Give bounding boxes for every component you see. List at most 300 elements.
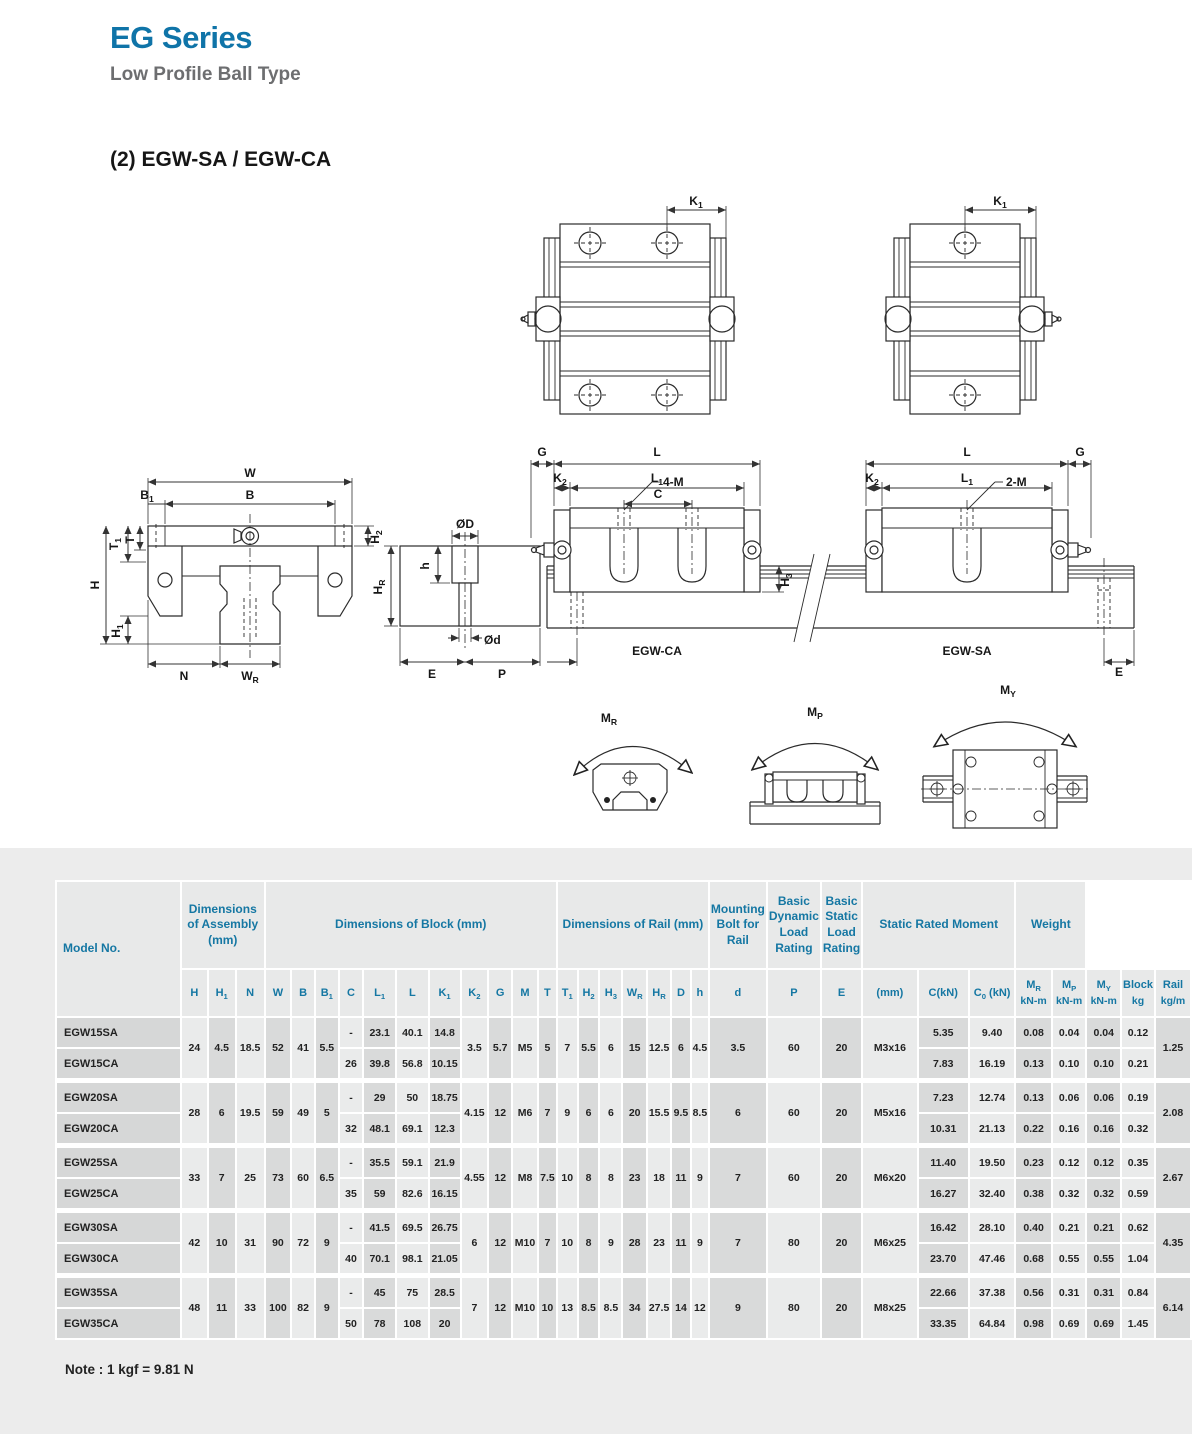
cell-T1: 10: [558, 1213, 577, 1273]
cell-G: 5.7: [489, 1018, 511, 1078]
cell-kg: 1.04: [1122, 1244, 1154, 1273]
cell-H3: 6: [600, 1083, 621, 1143]
cell-C: 23.70: [919, 1244, 968, 1273]
moment-label-my: $M_Y$: [1000, 683, 1016, 699]
col-header-model: Model No.: [57, 882, 180, 1016]
dim-label-h2: $H_2$: [368, 530, 384, 544]
spec-panel: [0, 848, 1192, 1434]
cell-MY: 0.31: [1087, 1278, 1120, 1307]
col-symbol-27: $M_R$ kN-m: [1016, 970, 1051, 1016]
cell-C0: 37.38: [970, 1278, 1014, 1307]
cell-T: 7: [539, 1213, 556, 1273]
cell-H2: 8.5: [579, 1278, 599, 1338]
cell-L1: 41.5: [364, 1213, 395, 1242]
cell-bolt: M8x25: [863, 1278, 916, 1338]
cell-D: 11: [672, 1213, 690, 1273]
col-symbol-8: L: [397, 970, 428, 1016]
cell-MR: 0.22: [1016, 1114, 1051, 1143]
cell-MR: 0.13: [1016, 1049, 1051, 1078]
cell-E: 20: [822, 1213, 861, 1273]
group-separator: [57, 1145, 1190, 1146]
dim-label-g: G: [1075, 445, 1085, 459]
dim-label-dD: ØD: [456, 517, 474, 531]
col-group-assembly: Dimensions of Assembly (mm): [182, 882, 264, 968]
cell-HR: 15.5: [648, 1083, 670, 1143]
cell-M: M5: [513, 1018, 537, 1078]
cell-W: 90: [266, 1213, 291, 1273]
col-symbol-26: $C_0$ (kN): [970, 970, 1014, 1016]
model-cell: EGW30SA: [57, 1213, 180, 1242]
dim-label-wr: $W_R$: [241, 669, 259, 685]
cell-MR: 0.38: [1016, 1179, 1051, 1208]
cell-MP: 0.32: [1053, 1179, 1086, 1208]
cell-H1: 10: [209, 1213, 235, 1273]
col-symbol-20: h: [692, 970, 708, 1016]
col-symbol-11: G: [489, 970, 511, 1016]
cell-L1: 48.1: [364, 1114, 395, 1143]
cell-M: M10: [513, 1213, 537, 1273]
cell-L: 59.1: [397, 1148, 428, 1177]
section-heading: (2) EGW-SA / EGW-CA: [110, 148, 332, 171]
cell-C: 32: [340, 1114, 363, 1143]
cell-T: 7: [539, 1083, 556, 1143]
cell-W: 73: [266, 1148, 291, 1208]
cell-N: 25: [237, 1148, 264, 1208]
rail-break-lines: [794, 554, 830, 642]
cell-C: 16.42: [919, 1213, 968, 1242]
cell-h: 9: [692, 1213, 708, 1273]
page-subtitle: Low Profile Ball Type: [110, 64, 301, 85]
col-symbol-0: H: [182, 970, 207, 1016]
cell-W: 100: [266, 1278, 291, 1338]
cell-L1: 78: [364, 1309, 395, 1338]
cell-K2: 4.55: [462, 1148, 488, 1208]
cell-D: 6: [672, 1018, 690, 1078]
side-view-egw-ca: [531, 445, 794, 658]
model-cell: EGW25SA: [57, 1148, 180, 1177]
grease-nipple-icon: [1068, 543, 1091, 557]
cell-C0: 64.84: [970, 1309, 1014, 1338]
cell-C: -: [340, 1018, 363, 1047]
model-cell: EGW15CA: [57, 1049, 180, 1078]
cell-MY: 0.32: [1087, 1179, 1120, 1208]
cell-D: 9.5: [672, 1083, 690, 1143]
cell-d: 9: [710, 1278, 766, 1338]
moment-diagrams: [525, 672, 1115, 847]
cell-C0: 28.10: [970, 1213, 1014, 1242]
cell-L: 82.6: [397, 1179, 428, 1208]
cell-N: 33: [237, 1278, 264, 1338]
col-symbol-3: W: [266, 970, 291, 1016]
cell-kg: 0.59: [1122, 1179, 1154, 1208]
cell-H3: 9: [600, 1213, 621, 1273]
cell-C: 40: [340, 1244, 363, 1273]
page-title: EG Series: [110, 20, 252, 55]
col-symbol-9: $K_1$: [430, 970, 460, 1016]
dim-label-l: L: [653, 445, 661, 459]
cell-H: 33: [182, 1148, 207, 1208]
cell-K1: 21.05: [430, 1244, 460, 1273]
cell-railkg: 4.35: [1156, 1213, 1190, 1273]
dim-label-hsm: h: [418, 562, 432, 570]
dim-label-p: P: [497, 667, 507, 681]
cell-railkg: 1.25: [1156, 1018, 1190, 1078]
cell-P: 80: [768, 1278, 820, 1338]
cell-kg: 0.12: [1122, 1018, 1154, 1047]
cell-L: 69.1: [397, 1114, 428, 1143]
dim-label-h: H: [88, 580, 102, 590]
cell-MR: 0.08: [1016, 1018, 1051, 1047]
cell-B: 60: [292, 1148, 314, 1208]
dim-label-dd: Ød: [484, 633, 501, 647]
col-symbol-19: D: [672, 970, 690, 1016]
cell-H3: 8: [600, 1148, 621, 1208]
cell-HR: 12.5: [648, 1018, 670, 1078]
cell-K1: 20: [430, 1309, 460, 1338]
cell-L1: 59: [364, 1179, 395, 1208]
model-cell: EGW20SA: [57, 1083, 180, 1112]
dim-label-w: W: [244, 466, 256, 480]
cell-W: 59: [266, 1083, 291, 1143]
cell-C0: 32.40: [970, 1179, 1014, 1208]
group-separator: [57, 1080, 1190, 1081]
dim-label-b1: $B_1$: [140, 488, 154, 504]
top-view-egw-sa: [885, 194, 1061, 414]
cell-L1: 23.1: [364, 1018, 395, 1047]
cell-C: -: [340, 1278, 363, 1307]
moment-mp: [750, 705, 880, 824]
moment-my: [921, 683, 1089, 828]
col-symbol-14: $T_1$: [558, 970, 577, 1016]
cell-MP: 0.04: [1053, 1018, 1086, 1047]
cell-WR: 34: [623, 1278, 646, 1338]
cell-MP: 0.55: [1053, 1244, 1086, 1273]
cell-H2: 5.5: [579, 1018, 599, 1078]
cell-T1: 13: [558, 1278, 577, 1338]
cell-L: 56.8: [397, 1049, 428, 1078]
cell-P: 60: [768, 1083, 820, 1143]
cell-MR: 0.68: [1016, 1244, 1051, 1273]
cell-C: -: [340, 1083, 363, 1112]
cell-K1: 21.9: [430, 1148, 460, 1177]
col-symbol-13: T: [539, 970, 556, 1016]
block-front-section: [88, 466, 384, 685]
col-symbol-10: $K_2$: [462, 970, 488, 1016]
cell-kg: 0.19: [1122, 1083, 1154, 1112]
callout-2m: 2-M: [1006, 475, 1027, 489]
cell-K1: 10.15: [430, 1049, 460, 1078]
moment-label-mp: $M_P$: [807, 705, 823, 721]
cell-bolt: M3x16: [863, 1018, 916, 1078]
cell-kg: 0.35: [1122, 1148, 1154, 1177]
cell-T1: 10: [558, 1148, 577, 1208]
cell-K2: 7: [462, 1278, 488, 1338]
cell-P: 80: [768, 1213, 820, 1273]
cell-L1: 70.1: [364, 1244, 395, 1273]
cell-kg: 0.84: [1122, 1278, 1154, 1307]
cell-HR: 27.5: [648, 1278, 670, 1338]
cell-MY: 0.21: [1087, 1213, 1120, 1242]
cell-C: 7.83: [919, 1049, 968, 1078]
cell-T: 10: [539, 1278, 556, 1338]
model-cell: EGW15SA: [57, 1018, 180, 1047]
col-symbol-16: $H_3$: [600, 970, 621, 1016]
cell-H1: 7: [209, 1148, 235, 1208]
col-symbol-24: (mm): [863, 970, 916, 1016]
cell-kg: 1.45: [1122, 1309, 1154, 1338]
grease-nipple-icon: [532, 543, 555, 557]
cell-H2: 6: [579, 1083, 599, 1143]
cell-C: 35: [340, 1179, 363, 1208]
col-symbol-30: Block kg: [1122, 970, 1154, 1016]
cell-C: -: [340, 1213, 363, 1242]
cell-W: 52: [266, 1018, 291, 1078]
cell-C: 22.66: [919, 1278, 968, 1307]
dim-label-l: L: [963, 445, 971, 459]
cell-MR: 0.23: [1016, 1148, 1051, 1177]
cell-C0: 21.13: [970, 1114, 1014, 1143]
dim-label-h3: $H_3$: [778, 573, 794, 587]
cell-B: 72: [292, 1213, 314, 1273]
cell-d: 6: [710, 1083, 766, 1143]
cell-T: 5: [539, 1018, 556, 1078]
cell-railkg: 6.14: [1156, 1278, 1190, 1338]
cell-E: 20: [822, 1148, 861, 1208]
cell-L1: 35.5: [364, 1148, 395, 1177]
cell-MY: 0.12: [1087, 1148, 1120, 1177]
cell-K2: 3.5: [462, 1018, 488, 1078]
cell-H: 24: [182, 1018, 207, 1078]
cell-C0: 9.40: [970, 1018, 1014, 1047]
cell-B1: 9: [316, 1278, 338, 1338]
variant-label-ca: EGW-CA: [632, 644, 682, 658]
cell-M: M6: [513, 1083, 537, 1143]
cell-M: M10: [513, 1278, 537, 1338]
cell-H2: 8: [579, 1148, 599, 1208]
col-group-static: Basic Static Load Rating: [822, 882, 861, 968]
cell-WR: 15: [623, 1018, 646, 1078]
cell-H3: 6: [600, 1018, 621, 1078]
dim-label-e: E: [427, 667, 437, 681]
cell-MR: 0.98: [1016, 1309, 1051, 1338]
col-group-dynamic: Basic Dynamic Load Rating: [768, 882, 820, 968]
cell-MP: 0.69: [1053, 1309, 1086, 1338]
cell-MY: 0.06: [1087, 1083, 1120, 1112]
col-symbol-6: C: [340, 970, 363, 1016]
cell-L: 75: [397, 1278, 428, 1307]
cell-H1: 11: [209, 1278, 235, 1338]
cell-kg: 0.32: [1122, 1114, 1154, 1143]
cell-B: 41: [292, 1018, 314, 1078]
dim-label-b: B: [245, 488, 255, 502]
model-cell: EGW20CA: [57, 1114, 180, 1143]
cell-E: 20: [822, 1083, 861, 1143]
dim-label-l1: $L_1$: [650, 471, 664, 487]
cell-MY: 0.10: [1087, 1049, 1120, 1078]
dim-label-l1: $L_1$: [960, 471, 974, 487]
dim-label-n: N: [179, 669, 189, 683]
cell-C: 7.23: [919, 1083, 968, 1112]
cell-WR: 23: [623, 1148, 646, 1208]
dim-label-g: G: [537, 445, 547, 459]
col-symbol-15: $H_2$: [579, 970, 599, 1016]
cell-H: 28: [182, 1083, 207, 1143]
side-view-drawing: [492, 438, 1142, 678]
spec-table: [55, 880, 1192, 1340]
dim-label-t: T: [123, 536, 137, 544]
cell-K1: 16.15: [430, 1179, 460, 1208]
cell-B1: 9: [316, 1213, 338, 1273]
cell-K1: 26.75: [430, 1213, 460, 1242]
cell-M: M8: [513, 1148, 537, 1208]
cell-MP: 0.06: [1053, 1083, 1086, 1112]
col-symbol-2: N: [237, 970, 264, 1016]
cell-B1: 5.5: [316, 1018, 338, 1078]
cell-kg: 0.21: [1122, 1049, 1154, 1078]
model-cell: EGW25CA: [57, 1179, 180, 1208]
cell-L1: 39.8: [364, 1049, 395, 1078]
cell-C: 5.35: [919, 1018, 968, 1047]
cell-C: 26: [340, 1049, 363, 1078]
col-symbol-29: $M_Y$ kN-m: [1087, 970, 1120, 1016]
cell-G: 12: [489, 1213, 511, 1273]
cell-E: 20: [822, 1278, 861, 1338]
cell-C: 33.35: [919, 1309, 968, 1338]
cell-kg: 0.62: [1122, 1213, 1154, 1242]
moment-label-mr: $M_R$: [600, 711, 618, 727]
cell-MP: 0.21: [1053, 1213, 1086, 1242]
dim-label-k2: $K_2$: [865, 471, 879, 487]
cell-L: 40.1: [397, 1018, 428, 1047]
cell-MR: 0.13: [1016, 1083, 1051, 1112]
cell-H1: 6: [209, 1083, 235, 1143]
cell-H1: 4.5: [209, 1018, 235, 1078]
cell-h: 9: [692, 1148, 708, 1208]
dim-label-hr: $H_R$: [371, 579, 387, 595]
col-symbol-21: d: [710, 970, 766, 1016]
col-symbol-12: M: [513, 970, 537, 1016]
col-symbol-7: $L_1$: [364, 970, 395, 1016]
cell-K1: 14.8: [430, 1018, 460, 1047]
dim-label-h1: $H_1$: [109, 624, 125, 638]
cell-K1: 12.3: [430, 1114, 460, 1143]
cell-d: 3.5: [710, 1018, 766, 1078]
cell-d: 7: [710, 1148, 766, 1208]
cell-C: 11.40: [919, 1148, 968, 1177]
cell-D: 11: [672, 1148, 690, 1208]
col-symbol-22: P: [768, 970, 820, 1016]
cell-T1: 7: [558, 1018, 577, 1078]
cell-HR: 23: [648, 1213, 670, 1273]
cell-railkg: 2.08: [1156, 1083, 1190, 1143]
col-symbol-23: E: [822, 970, 861, 1016]
cell-K2: 4.15: [462, 1083, 488, 1143]
cell-C0: 47.46: [970, 1244, 1014, 1273]
cell-L: 69.5: [397, 1213, 428, 1242]
cell-bolt: M6x25: [863, 1213, 916, 1273]
cell-D: 14: [672, 1278, 690, 1338]
callout-4m: 4-M: [663, 475, 684, 489]
cell-K2: 6: [462, 1213, 488, 1273]
cell-MY: 0.04: [1087, 1018, 1120, 1047]
cell-B1: 6.5: [316, 1148, 338, 1208]
cell-C: 16.27: [919, 1179, 968, 1208]
cell-d: 7: [710, 1213, 766, 1273]
cell-MP: 0.31: [1053, 1278, 1086, 1307]
table-note: Note : 1 kgf = 9.81 N: [65, 1362, 194, 1377]
cell-h: 8.5: [692, 1083, 708, 1143]
dim-label-c: C: [653, 487, 663, 501]
cell-h: 12: [692, 1278, 708, 1338]
cell-C: -: [340, 1148, 363, 1177]
cell-L: 50: [397, 1083, 428, 1112]
cell-MY: 0.69: [1087, 1309, 1120, 1338]
cell-G: 12: [489, 1148, 511, 1208]
cell-MR: 0.40: [1016, 1213, 1051, 1242]
moment-mr: [575, 711, 691, 810]
cell-H: 48: [182, 1278, 207, 1338]
cell-E: 20: [822, 1018, 861, 1078]
cell-B: 49: [292, 1083, 314, 1143]
grease-nipple-icon: [521, 312, 535, 326]
cell-MP: 0.16: [1053, 1114, 1086, 1143]
cell-MP: 0.10: [1053, 1049, 1086, 1078]
cell-N: 19.5: [237, 1083, 264, 1143]
cell-K1: 18.75: [430, 1083, 460, 1112]
cell-C0: 19.50: [970, 1148, 1014, 1177]
cell-HR: 18: [648, 1148, 670, 1208]
cell-P: 60: [768, 1148, 820, 1208]
col-group-bolt: Mounting Bolt for Rail: [710, 882, 766, 968]
cell-MP: 0.12: [1053, 1148, 1086, 1177]
col-symbol-28: $M_P$ kN-m: [1053, 970, 1086, 1016]
cell-G: 12: [489, 1278, 511, 1338]
cell-WR: 20: [623, 1083, 646, 1143]
top-view-egw-ca: [521, 194, 735, 414]
cell-G: 12: [489, 1083, 511, 1143]
cell-C0: 12.74: [970, 1083, 1014, 1112]
col-group-weight: Weight: [1016, 882, 1085, 968]
cell-H3: 8.5: [600, 1278, 621, 1338]
cell-N: 18.5: [237, 1018, 264, 1078]
cell-B: 82: [292, 1278, 314, 1338]
cell-WR: 28: [623, 1213, 646, 1273]
cell-K1: 28.5: [430, 1278, 460, 1307]
cell-L1: 29: [364, 1083, 395, 1112]
dim-label-k1: $K_1$: [993, 194, 1007, 210]
variant-label-sa: EGW-SA: [942, 644, 992, 658]
model-cell: EGW30CA: [57, 1244, 180, 1273]
cell-bolt: M6x20: [863, 1148, 916, 1208]
cell-H: 42: [182, 1213, 207, 1273]
cell-C0: 16.19: [970, 1049, 1014, 1078]
col-symbol-1: $H_1$: [209, 970, 235, 1016]
dim-label-t1: $T_1$: [107, 537, 123, 551]
dim-label-k1: $K_1$: [689, 194, 703, 210]
group-separator: [57, 1275, 1190, 1276]
cell-MR: 0.56: [1016, 1278, 1051, 1307]
cell-P: 60: [768, 1018, 820, 1078]
cell-T1: 9: [558, 1083, 577, 1143]
cell-L1: 45: [364, 1278, 395, 1307]
cell-h: 4.5: [692, 1018, 708, 1078]
col-group-block: Dimensions of Block (mm): [266, 882, 556, 968]
col-symbol-4: B: [292, 970, 314, 1016]
block-top-view-drawing: [505, 192, 1125, 432]
model-cell: EGW35CA: [57, 1309, 180, 1338]
cell-L: 98.1: [397, 1244, 428, 1273]
side-view-egw-sa: [865, 445, 1091, 658]
